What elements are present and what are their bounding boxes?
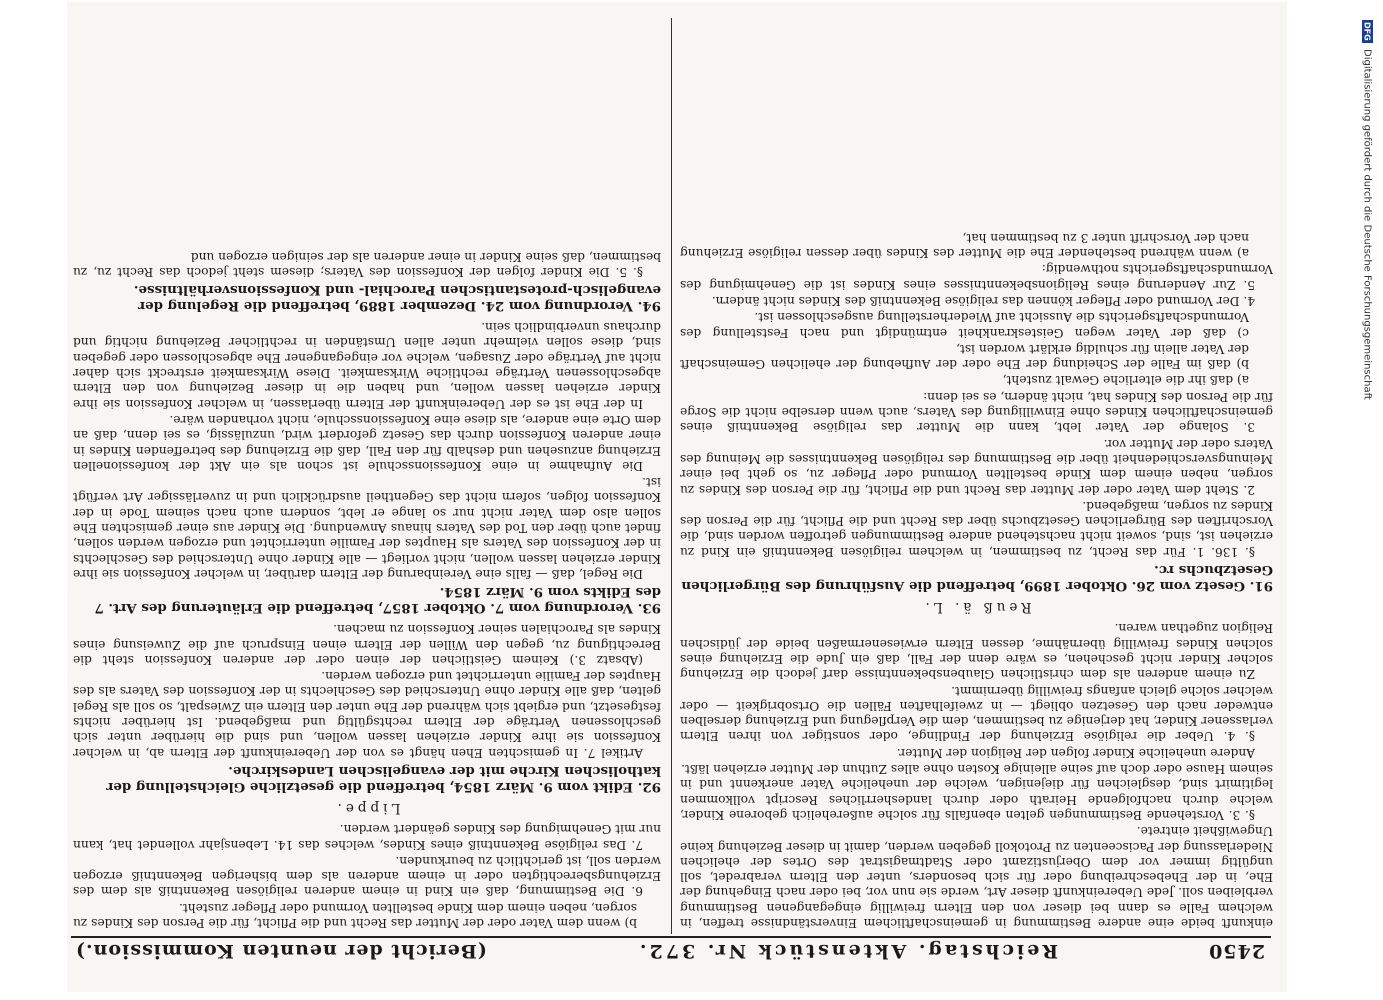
section-heading: 94. Verordnung vom 24. Dezember 1889, betreffend die Regelung der evangelisch-protestantischen Parochial- und Konfessionsverhältnisse. [133, 281, 661, 314]
paragraph: §. 4. Ueber die religiöse Erziehung der Findlinge, oder sonstiger von ihren Eltern verlassener Kinder, hat derjenige zu bestimmen, dem die Verpflegung und Erziehung derselben entweder nach den Gesetzen obliegt — in zweifelhaften Fällen die Ortsobrigkeit — oder welcher solche gleich anfangs freiwillig übernimmt. [680, 683, 1273, 744]
list-item: c) daß der Vater wegen Geisteskrankheit entmündigt und nach Feststellung des Vormundschaftsgerichts die Aussicht auf Wiederherstellung ausgeschlossen ist. [680, 310, 1249, 340]
section-heading: 92. Edikt vom 9. März 1854, betreffend die gesetzliche Gleichstellung der katholischen Kirche mit der evangelischen Landeskirche. [106, 762, 661, 795]
column-divider [671, 18, 672, 934]
right-column [73, 25, 661, 930]
paragraph: 5. Zur Aenderung eines Religionsbekenntnisses eines Kindes ist die Genehmigung des Vormundschaftsgerichts nothwendig: [680, 262, 1273, 292]
list-item: a) wenn während bestehender Ehe die Mutter des Kindes über dessen religiöse Erziehung nach der Vorschrift unter 3 zu bestimmen hat, [680, 230, 1249, 261]
paragraph: Artikel 7. In gemischten Ehen hängt es von der Uebereinkunft der Eltern ab, in welcher Konfession sie ihre Kinder erziehen lassen wollen, und sind die hierüber unter sich geschlossenen Verträge der Eltern rechtsgültig und maßgebend. Ist hierüber nichts festgesetzt, und ergiebt sich während der Ehe unter den Eltern ein Zwiespalt, so soll als Regel gelten, daß alle Kinder ohne Unterschied des Geschlechts in der Konfession des Vaters als des Hauptes der Familie unterrichtet und erzogen werden. [73, 669, 661, 760]
header-subtitle: (Bericht der neunten Kommission.) [75, 940, 487, 962]
paragraph: (Absatz 3.) Keinem Geistlichen der einen oder der anderen Konfession steht die Berechtigung zu, gegen den Willen der Eltern einen Einspruch auf die Zuweisung eines Kindes als Parochialen seiner Konfession zu machen. [73, 622, 661, 667]
state-heading: Reuß ä. L. [921, 599, 1032, 616]
digitization-credit [1356, 20, 1378, 980]
paragraph: §. 136. 1. Für das Recht, zu bestimmen, in welchem religiösen Bekenntniß ein Kind zu erziehen ist, sind, soweit nicht nachstehend andere Bestimmungen getroffen worden sind, die Vorschriften des Bürgerlichen Gesetzbuchs über das Recht und die Pflicht, für die Person des Kindes zu sorgen, maßgebend. [680, 498, 1273, 559]
digitization-credit-text: Digitalisierung gefördert durch die Deutsche Forschungsgemeinschaft [1361, 48, 1373, 400]
paragraph: Zu einem anderen als dem christlichen Glaubensbekenntnisse darf jedoch die Erziehung solcher Kinder nicht geschehen, es wäre denn der Fall, daß ein Jude die Erziehung eines solchen Kindes freiwillig übernähme, dessen Eltern erwiesenermaßen beide der jüdischen Religion zugethan waren. [680, 621, 1273, 682]
paragraph: Die Aufnahme in eine Konfessionsschule ist schon als ein Akt der konfessionellen Erziehung anzusehen und deshalb für den Fall, daß die Erziehung des betreffenden Kindes in einer anderen Konfession durch das Gesetz gefordert wird, unzulässig, es sei denn, daß an dem Orte eine andere, als diese eine Konfessionsschule, nicht vorhanden wäre. [73, 412, 661, 473]
section-heading: 91. Gesetz vom 26. Oktober 1899, betreffend die Ausführung des Bürgerlichen Gesetzbuchs rc. [681, 561, 1273, 594]
paragraph: §. 3. Vorstehende Bestimmungen gelten ebenfalls für solche außerehelich geborene Kinder, welche durch nachfolgende Heirath oder durch landesherrliches Rescript vollkommen legitimirt sind, desgleichen für diejenigen, welche der uneheliche Vater anerkennt und in seinem Hause oder doch auf seine alleinige Kosten ohne alles Zuthun der Mutter erziehen läßt. [680, 762, 1273, 822]
state-heading: Lippe. [333, 799, 401, 816]
paragraph: 2. Steht dem Vater oder der Mutter das Recht und die Pflicht, für die Person des Kindes zu sorgen, neben einem dem Kinde bestellten Vormund oder Pfleger zu, so geht bei einer Meinungsverschiedenheit über die Bestimmung des religiösen Bekenntnisses die Meinung des Vaters oder der Mutter vor. [680, 436, 1273, 497]
paragraph: Andere uneheliche Kinder folgen der Religion der Mutter. [896, 745, 1255, 760]
header-rule [71, 936, 1271, 938]
paragraph: einkunft beide eine andere Bestimmung in gemeinschaftlichem Einverständnisse treffen, in welchem Falle es dann bei dieser von den Eltern freiwillig eingegangenen Bestimmung verbleiben soll. Jede Uebereinkunft dieser Art, werde sie nun vor, bei oder nach Eingehung der Ehe, in der Ehebeschreibung oder für sich besonders, unter den Eltern verabredet, soll ungültig immer vor dem Oberjustizamt oder Stadtmagistrat des Ortes der ehelichen Niederlassung der Pacisceenten zu Protokoll gegeben werden, damit in dieser Beziehung keine Ungewißheit eintrete. [680, 824, 1273, 930]
paragraph: 4. Der Vormund oder Pfleger können das religiöse Bekenntniß des Kindes nicht ändern. [711, 294, 1255, 309]
list-item: b) wenn dem Vater oder der Mutter das Recht und die Pflicht, für die Person des Kindes zu sorgen, neben einem dem Kinde bestellten Vormund oder Pfleger zusteht. [73, 900, 637, 930]
paragraph: 3. Solange der Vater lebt, kann die Mutter das religiöse Bekenntniß eines gemeinschaftlichen Kindes ohne Einwilligung des Vaters, auch wenn derselbe nicht die Sorge für die Person des Kindes hat, nicht ändern, es sei denn: [680, 389, 1273, 435]
paragraph: In der Ehe ist es der Uebereinkunft der Eltern überlassen, in welcher Konfession sie ihre Kinder erziehen lassen wollen, und haben die in dieser Beziehung von den Eltern abgeschlossenen Verträge rechtliche Wirksamkeit. Diese Wirksamkeit erstreckt sich daher nicht auf Verträge oder Zusagen, welche vor eingegangener Ehe abgeschlossen oder gegeben sind, diese sollen vielmehr unter allen Umständen in rechtlicher Beziehung nichtig und durchaus unverbindlich sein. [73, 320, 661, 411]
paragraph: 7. Das religiöse Bekenntniß eines Kindes, welches das 14. Lebensjahr vollendet hat, kann nur mit Genehmigung des Kindes geändert werden. [73, 822, 661, 852]
page-header [75, 940, 1265, 980]
paragraph: Die Regel, daß — falls eine Vereinbarung der Eltern darüber, in welcher Konfession sie ihre Kinder erziehen lassen wollen, nicht vorliegt — alle Kinder ohne Unterschied des Geschlechts in der Konfession des Vaters als Hauptes der Familie unterrichtet und erzogen werden sollen, findet auch über den Tod des Vaters hinaus Anwendung. Die Kinder aus einer gemischten Ehe sollen also dem Vater nicht nur so lange er lebt, sondern auch nach seinem Tode in der Konfession folgen, sofern nicht das Gegentheil ausdrücklich und in zuverlässiger Art verfügt ist. [73, 475, 661, 581]
list-item: b) daß im Falle der Scheidung der Ehe oder der Aufhebung der ehelichen Gemeinschaft der Vater allein für schuldig erklärt worden ist, [680, 341, 1249, 372]
page-number: 2450 [1208, 940, 1265, 962]
header-title: Reichstag. Aktenstück Nr. 372. [636, 940, 1059, 962]
list-item: a) daß ihr die elterliche Gewalt zusteht, [1002, 373, 1249, 388]
paragraph: 6. Die Bestimmung, daß ein Kind in einem anderen religiösen Bekenntniß als dem des Erziehungsberechtigten oder in einem anderen als dem bisherigen Bekenntniß erzogen werden soll, ist gerichtlich zu beurkunden. [73, 853, 661, 899]
dfg-logo: DFG [1362, 22, 1372, 41]
section-heading: 93. Verordnung vom 7. Oktober 1857, betreffend die Erläuterung des Art. 7 des Edikts vom 9. März 1854. [94, 583, 661, 616]
left-column [680, 25, 1273, 930]
paragraph: §. 5. Die Kinder folgen der Konfession des Vaters; diesem steht jedoch das Recht zu, zu bestimmen, daß seine Kinder in einer anderen als der seinigen erzogen und [73, 249, 661, 279]
